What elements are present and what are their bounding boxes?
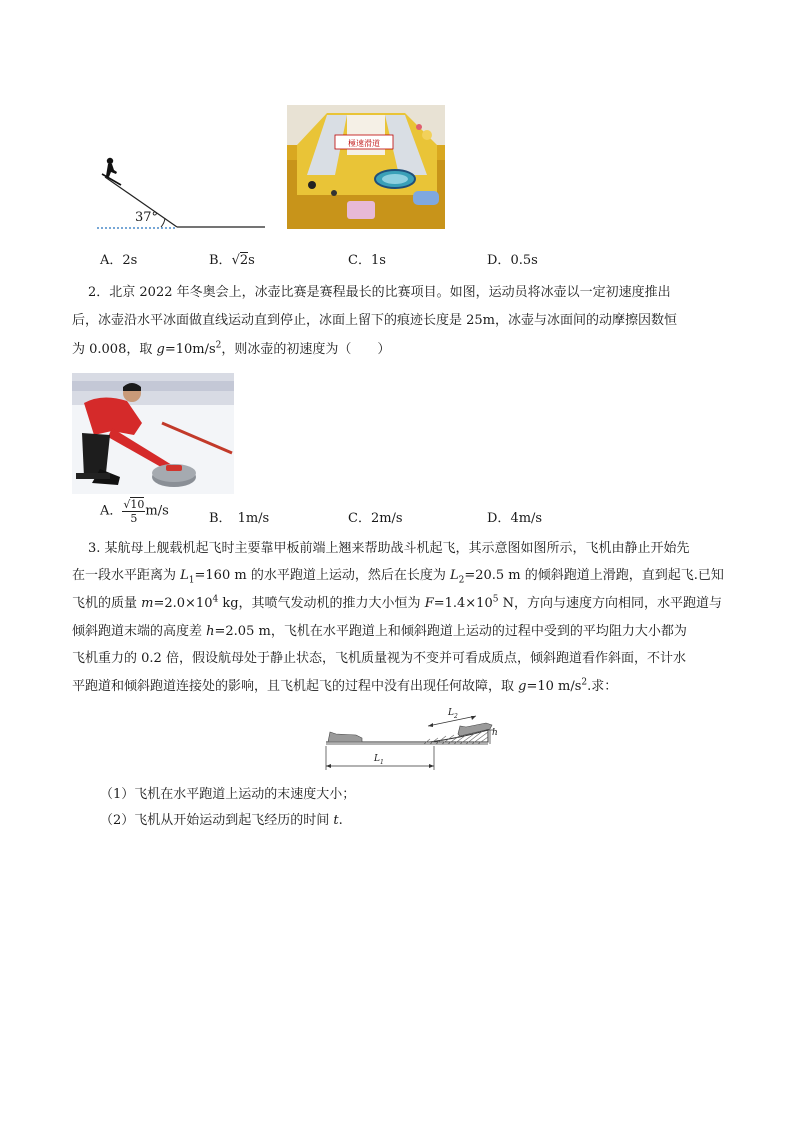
slide-photo (287, 105, 445, 229)
text: =2.0×10 (153, 596, 213, 611)
superscript: 5 (492, 594, 499, 605)
option-value: 4m/s (510, 511, 543, 526)
q1-option-b (209, 251, 255, 271)
option-label: A． (100, 503, 123, 519)
text: L (448, 708, 454, 718)
q3-line-6 (72, 677, 617, 697)
option-value: 1m/s (237, 511, 270, 526)
option-value: 2m/s (370, 511, 403, 526)
text: =1.4×10 (433, 596, 493, 611)
option-value: 1s (370, 253, 386, 268)
carrier-runway-diagram (320, 708, 500, 772)
text: =10 m/s (526, 679, 582, 694)
q3-line-1: 3. 某航母上舰载机起飞时主要靠甲板前端上翘来帮助战斗机起飞，其示意图如图所示，飞机由静止开始先 (88, 541, 690, 556)
text: 在一段水平距离为 (72, 568, 181, 583)
label-h: h (492, 728, 498, 738)
slide-banner-text: 極速滑道 (348, 139, 380, 148)
superscript: 2 (581, 677, 588, 688)
text: N，方向与速度方向相同，水平跑道与 (498, 596, 722, 611)
text: . (338, 813, 343, 828)
text: =160 m 的水平跑道上运动，然后在长度为 (194, 568, 450, 583)
var-h: h (206, 624, 215, 639)
option-label: A． (100, 253, 123, 268)
q1-option-c (348, 251, 386, 271)
q2-option-c (348, 509, 403, 529)
text: 飞机的质量 (72, 596, 142, 611)
q3-sub-1: （1）飞机在水平跑道上运动的末速度大小； (100, 787, 356, 802)
slope-figure (95, 155, 270, 235)
text: 为 0.008，取 (72, 342, 157, 357)
text: kg，其喷气发动机的推力大小恒为 (218, 596, 425, 611)
subscript: 2 (458, 575, 465, 586)
radicand: 2 (239, 253, 249, 268)
q1-option-d (487, 251, 538, 271)
option-label: C． (348, 511, 371, 526)
option-label: B． (209, 253, 232, 268)
var-t: t (333, 813, 339, 828)
option-label: B． (209, 511, 232, 526)
label-L1 (374, 754, 384, 764)
option-label: D． (487, 511, 511, 526)
var-g: g (156, 342, 165, 357)
subscript: 2 (453, 712, 458, 720)
text: （2）飞机从开始运动到起飞经历的时间 (100, 813, 334, 828)
superscript: 2 (215, 340, 222, 351)
option-label: D． (487, 253, 511, 268)
q2-option-a (100, 498, 169, 538)
var-g: g (518, 679, 527, 694)
option-value: 2s (122, 253, 138, 268)
superscript: 4 (212, 594, 219, 605)
q3-line-3 (72, 594, 722, 614)
q2-option-d (487, 509, 542, 529)
q2-line-2: 后，冰壶沿水平冰面做直线运动直到停止，冰面上留下的痕迹长度是 25m，冰壶与冰面间的动摩擦因数恒 (72, 313, 678, 328)
var-L: L (180, 568, 189, 583)
fraction: $\frac{√10}{5}$ (123, 498, 145, 525)
q2-line-3 (72, 340, 390, 360)
text: =10m/s (164, 342, 216, 357)
option-label: C． (348, 253, 371, 268)
text: ，则冰壶的初速度为（ ） (221, 342, 391, 357)
text: 平跑道和倾斜跑道连接处的影响，且飞机起飞的过程中没有出现任何故障，取 (72, 679, 519, 694)
text: =20.5 m 的倾斜跑道上滑跑，直到起飞.已知 (464, 568, 724, 583)
text: .求： (587, 679, 618, 694)
radicand: 10 (130, 498, 145, 511)
q3-sub-2 (100, 811, 343, 831)
sqrt-sign: √ (231, 253, 240, 268)
q3-line-4 (72, 622, 687, 642)
subscript: 1 (188, 575, 195, 586)
q2-line-1: 2．北京 2022 年冬奥会上，冰壶比赛是赛程最长的比赛项目。如图，运动员将冰壶以一定初速度推出 (88, 285, 671, 300)
option-value: 0.5s (510, 253, 538, 268)
curling-photo (72, 373, 234, 494)
var-L: L (449, 568, 459, 583)
text: L (374, 754, 380, 764)
label-L2 (448, 708, 458, 718)
text: =2.05 m，飞机在水平跑道上和倾斜跑道上运动的过程中受到的平均阻力大小都为 (214, 624, 687, 639)
q3-line-2 (72, 566, 724, 586)
subscript: 1 (379, 758, 384, 766)
q3-line-5: 飞机重力的 0.2 倍，假设航母处于静止状态，飞机质量视为不变并可看成质点，倾斜跑道看作斜面，不计水 (72, 651, 686, 666)
angle-label: 37° (135, 210, 159, 225)
unit: s (248, 253, 255, 268)
denominator: 5 (130, 512, 138, 525)
var-m: m (141, 596, 154, 611)
text: 倾斜跑道末端的高度差 (72, 624, 207, 639)
unit: m/s (145, 503, 169, 519)
var-F: F (424, 596, 434, 611)
q1-option-a (100, 251, 137, 271)
q2-option-b (209, 509, 269, 529)
